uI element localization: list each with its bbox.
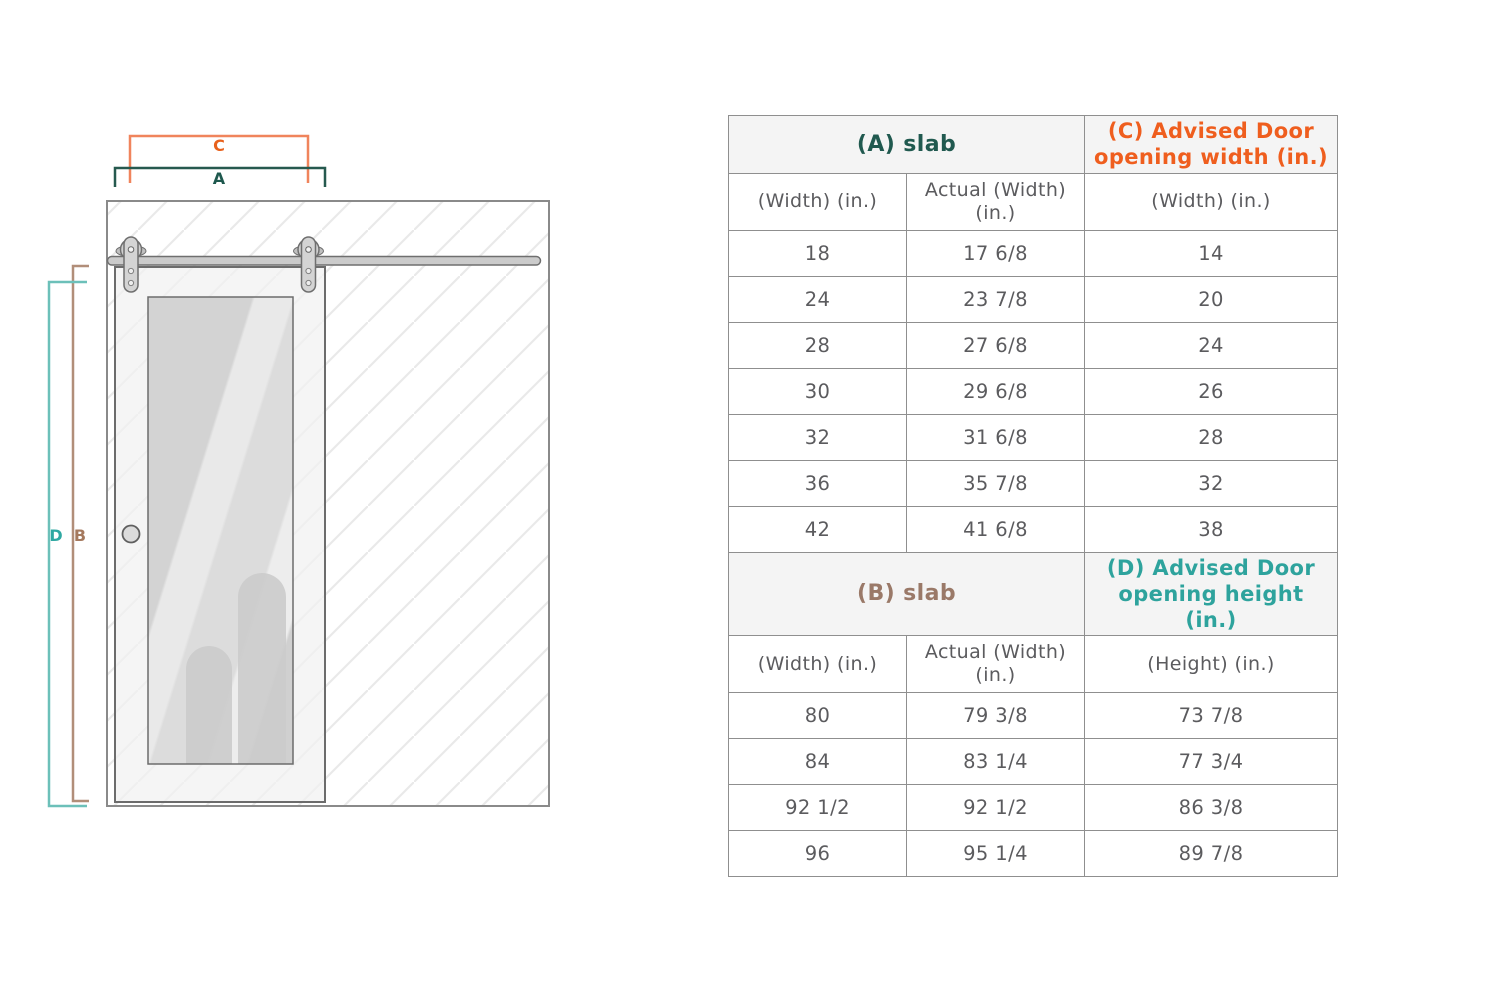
cell-advised-width: 20 [1085,276,1338,322]
dim-label-b: B [73,526,87,545]
section-a-header-row [729,116,1338,174]
sliding-track [108,257,541,266]
section-c-advised-header: (C) Advised Door opening width (in.) [1085,116,1338,174]
cell-advised-width: 32 [1085,460,1338,506]
section-d-advised-header: (D) Advised Door opening height (in.) [1085,552,1338,636]
table-row [729,368,1338,414]
cell-actual-width: 17 6/8 [907,230,1085,276]
cell-actual-width: 83 1/4 [907,739,1085,785]
dim-label-c: C [213,136,225,155]
cell-width: 96 [729,831,907,877]
door-spec-table-container [728,115,1338,877]
table-row [729,693,1338,739]
cell-actual-width: 23 7/8 [907,276,1085,322]
section-a-subheader-row [729,173,1338,230]
subheader-width: (Width) (in.) [729,173,907,230]
table-row [729,506,1338,552]
table-row [729,276,1338,322]
cell-actual-width: 27 6/8 [907,322,1085,368]
cell-actual-width: 95 1/4 [907,831,1085,877]
cell-advised-height: 73 7/8 [1085,693,1338,739]
barn-door-diagram-svg [40,120,570,820]
cell-width: 32 [729,414,907,460]
subheader-advised-width: (Width) (in.) [1085,173,1338,230]
section-a-slab-header: (A) slab [729,116,1085,174]
cell-advised-height: 86 3/8 [1085,785,1338,831]
cell-advised-width: 28 [1085,414,1338,460]
cell-width: 84 [729,739,907,785]
table-row [729,230,1338,276]
cell-width: 92 1/2 [729,785,907,831]
cell-actual-width: 29 6/8 [907,368,1085,414]
cell-advised-height: 77 3/4 [1085,739,1338,785]
cell-width: 28 [729,322,907,368]
cell-advised-width: 24 [1085,322,1338,368]
subheader-width: (Width) (in.) [729,636,907,693]
hanger-strap-right [302,237,316,292]
hanger-strap-left [124,237,138,292]
dim-label-d: D [49,526,63,545]
cell-width: 36 [729,460,907,506]
section-b-slab-header: (B) slab [729,552,1085,636]
door-knob [123,526,140,543]
cell-width: 30 [729,368,907,414]
table-row [729,414,1338,460]
cell-actual-width: 79 3/8 [907,693,1085,739]
cell-advised-width: 14 [1085,230,1338,276]
table-row [729,322,1338,368]
door-spec-table [728,115,1338,877]
cell-width: 18 [729,230,907,276]
dim-label-a: A [212,169,226,188]
glass-panel [148,297,293,765]
cell-actual-width: 35 7/8 [907,460,1085,506]
table-row [729,785,1338,831]
cell-actual-width: 31 6/8 [907,414,1085,460]
cell-width: 42 [729,506,907,552]
cell-actual-width: 41 6/8 [907,506,1085,552]
cell-advised-width: 26 [1085,368,1338,414]
cell-width: 24 [729,276,907,322]
cell-width: 80 [729,693,907,739]
table-row [729,739,1338,785]
subheader-advised-height: (Height) (in.) [1085,636,1338,693]
section-b-header-row [729,552,1338,636]
subheader-actual-width: Actual (Width) (in.) [907,173,1085,230]
table-row [729,831,1338,877]
subheader-actual-width: Actual (Width) (in.) [907,636,1085,693]
cell-advised-height: 89 7/8 [1085,831,1338,877]
section-b-subheader-row [729,636,1338,693]
barn-door-diagram [40,120,570,820]
cell-advised-width: 38 [1085,506,1338,552]
table-row [729,460,1338,506]
cell-actual-width: 92 1/2 [907,785,1085,831]
